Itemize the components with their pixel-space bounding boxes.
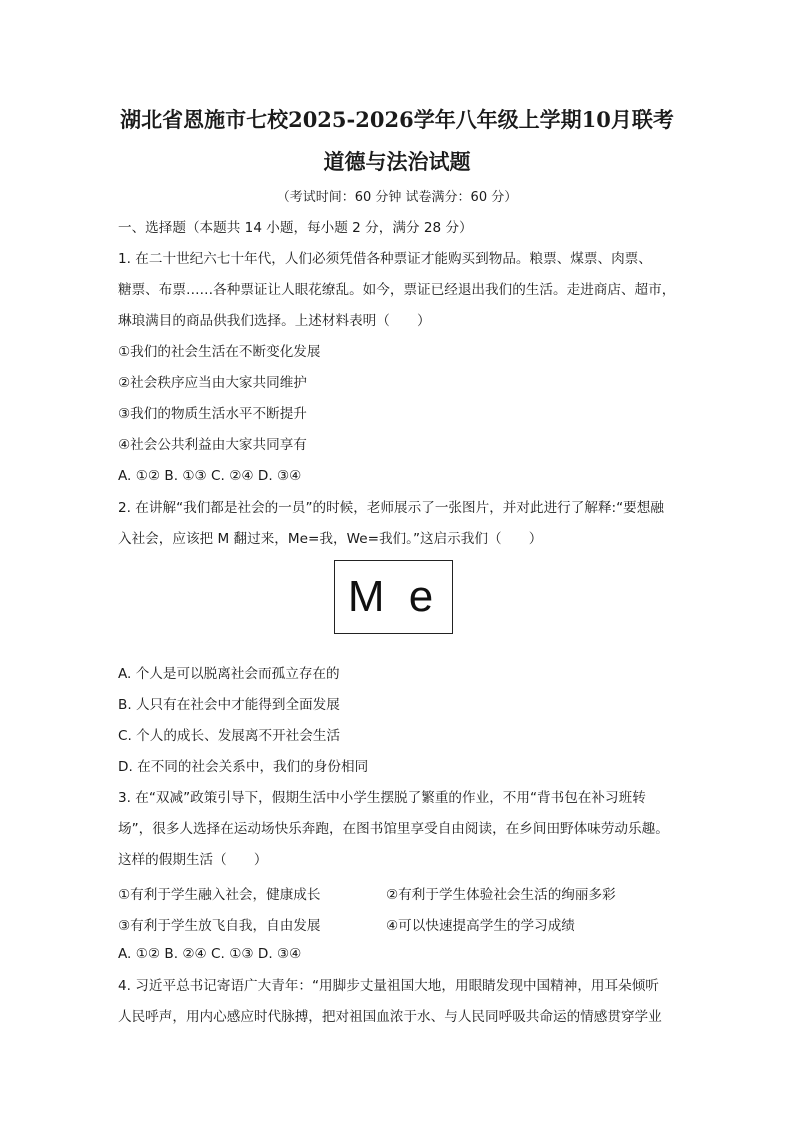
question-1-item: ①我们的社会生活在不断变化发展 xyxy=(118,344,321,360)
question-1-choices: A. ①② B. ①③ C. ②④ D. ③④ xyxy=(118,468,302,484)
question-3-line: 这样的假期生活（ ） xyxy=(118,852,268,868)
question-4-line: 人民呼声，用内心感应时代脉搏，把对祖国血浓于水、与人民同呼吸共命运的情感贯穿学业 xyxy=(118,1009,662,1025)
question-3-items-row xyxy=(118,883,616,903)
me-picture-text: M e xyxy=(347,572,440,621)
question-4-line: 4. 习近平总书记寄语广大青年：“用脚步丈量祖国大地，用眼睛发现中国精神，用耳朵倾听 xyxy=(118,978,659,994)
question-2-line: 2. 在讲解“我们都是社会的一员”的时候，老师展示了一张图片，并对此进行了解释:“要想融 xyxy=(118,500,664,516)
question-2-option: B. 人只有在社会中才能得到全面发展 xyxy=(118,697,340,713)
question-3-line: 场”，很多人选择在运动场快乐奔跑，在图书馆里享受自由阅读，在乡间田野体味劳动乐趣。 xyxy=(118,821,669,837)
question-1-item: ②社会秩序应当由大家共同维护 xyxy=(118,375,307,391)
question-1-line: 1. 在二十世纪六七十年代，人们必须凭借各种票证才能购买到物品。粮票、煤票、肉票、 xyxy=(118,251,652,267)
question-2-option: C. 个人的成长、发展离不开社会生活 xyxy=(118,728,341,744)
question-3-choices: A. ①② B. ②④ C. ①③ D. ③④ xyxy=(118,946,302,962)
question-1-line: 糖票、布票……各种票证让人眼花缭乱。如今，票证已经退出我们的生活。走进商店、超市， xyxy=(118,282,676,298)
me-picture xyxy=(334,560,453,634)
question-1-item: ③我们的物质生活水平不断提升 xyxy=(118,406,307,422)
page-title: 湖北省恩施市七校2025-2026学年八年级上学期10月联考 xyxy=(120,107,674,132)
question-3-item: ④可以快速提高学生的学习成绩 xyxy=(386,918,575,934)
question-3-item: ②有利于学生体验社会生活的绚丽多彩 xyxy=(386,887,616,903)
question-1-line: 琳琅满目的商品供我们选择。上述材料表明（ ） xyxy=(118,313,431,329)
question-3-items-row xyxy=(118,914,575,934)
question-3-line: 3. 在“双减”政策引导下，假期生活中小学生摆脱了繁重的作业，不用“背书包在补习班转 xyxy=(118,790,646,806)
question-3-item: ③有利于学生放飞自我，自由发展 xyxy=(118,918,321,934)
exam-info: （考试时间：60 分钟 试卷满分：60 分） xyxy=(276,190,518,205)
question-3-item: ①有利于学生融入社会，健康成长 xyxy=(118,887,321,903)
section-heading: 一、选择题（本题共 14 小题，每小题 2 分，满分 28 分） xyxy=(118,220,473,236)
page-subject-title: 道德与法治试题 xyxy=(323,149,471,174)
question-2-option: A. 个人是可以脱离社会而孤立存在的 xyxy=(118,666,340,682)
question-2-option: D. 在不同的社会关系中，我们的身份相同 xyxy=(118,759,369,775)
question-1-item: ④社会公共利益由大家共同享有 xyxy=(118,437,307,453)
question-2-line: 入社会，应该把 M 翻过来，Me=我，We=我们。”这启示我们（ ） xyxy=(118,531,543,547)
